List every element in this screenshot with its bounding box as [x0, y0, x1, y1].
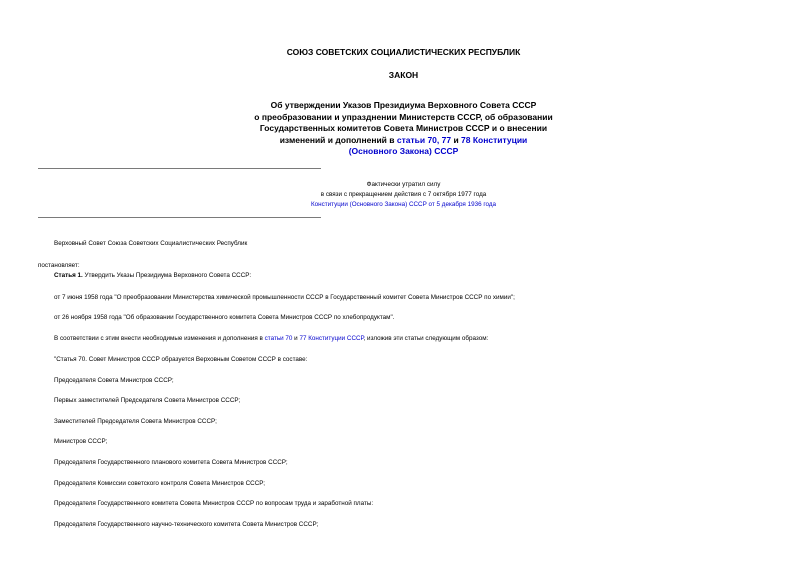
title-line: Государственных комитетов Совета Министров СССР и о внесении [259, 123, 548, 133]
title-line [0, 146, 807, 158]
list-item: Первых заместителей Председателя Совета Министров СССР; [54, 397, 241, 404]
article-1 [54, 272, 251, 279]
title-constitution-link[interactable]: 78 Конституции [461, 134, 528, 145]
title-articles-link[interactable]: статьи 70, 77 [396, 134, 452, 145]
list-item: Председателя Государственного планового комитета Совета Министров СССР; [54, 459, 288, 466]
list-item: Председателя Комиссии советского контроля Совета Министров СССР; [54, 480, 266, 487]
list-item: Министров СССР; [54, 438, 108, 445]
article-77-link[interactable]: 77 Конституции СССР [299, 335, 364, 342]
list-item: Председателя Совета Министров СССР; [54, 377, 174, 384]
paragraph [54, 335, 488, 342]
paragraph-text: В соответствии с этим внести необходимые изменения и дополнения в [54, 335, 265, 342]
constitution-1936-link[interactable]: Конституции (Основного Закона) СССР от 5 декабря 1936 года [310, 201, 497, 208]
divider-top [38, 168, 321, 169]
title-line [0, 135, 807, 147]
document-type: ЗАКОН [388, 70, 419, 80]
list-item: Заместителей Председателя Совета Министров СССР; [54, 418, 217, 425]
preamble: Верховный Совет Союза Советских Социалистических Республик [54, 240, 248, 247]
divider-bottom [38, 217, 321, 218]
article-70-link[interactable]: статьи 70 [264, 335, 293, 342]
document-header: СОЮЗ СОВЕТСКИХ СОЦИАЛИСТИЧЕСКИХ РЕСПУБЛИК [286, 47, 521, 57]
status-note: Фактически утратил силу [366, 181, 441, 188]
paragraph: от 26 ноября 1958 года "Об образовании Государственного комитета Совета Министров СССР по хлебопродуктам". [54, 314, 395, 321]
article-1-label: Статья 1. [54, 272, 83, 279]
title-line: о преобразовании и упразднении Министерств СССР, об образовании [254, 111, 553, 122]
title-text: изменений и дополнений в [279, 134, 397, 145]
paragraph-text: , изложив эти статьи следующим образом: [363, 335, 489, 342]
article-1-text: Утвердить Указы Президиума Верховного Совета СССР: [82, 272, 252, 279]
list-item: Председателя Государственного научно-технического комитета Совета Министров СССР; [54, 521, 319, 528]
resolves-text: постановляет: [38, 262, 80, 269]
paragraph: от 7 июня 1958 года "О преобразовании Министерства химической промышленности СССР в Государственный комитет Совета Министров СССР по химии"; [54, 294, 515, 301]
list-item: Председателя Государственного комитета Совета Министров СССР по вопросам труда и заработной платы: [54, 500, 374, 507]
title-conjunction: и [451, 134, 462, 145]
paragraph-text: и [292, 335, 300, 342]
paragraph: "Статья 70. Совет Министров СССР образуется Верховным Советом СССР в составе: [54, 356, 308, 363]
title-constitution-link-cont[interactable]: (Основного Закона) СССР [348, 146, 459, 156]
title-line: Об утверждении Указов Президиума Верховного Совета СССР [270, 100, 537, 110]
document-title [0, 100, 807, 158]
status-note-reason: в связи с прекращением действия с 7 октября 1977 года [320, 191, 487, 198]
